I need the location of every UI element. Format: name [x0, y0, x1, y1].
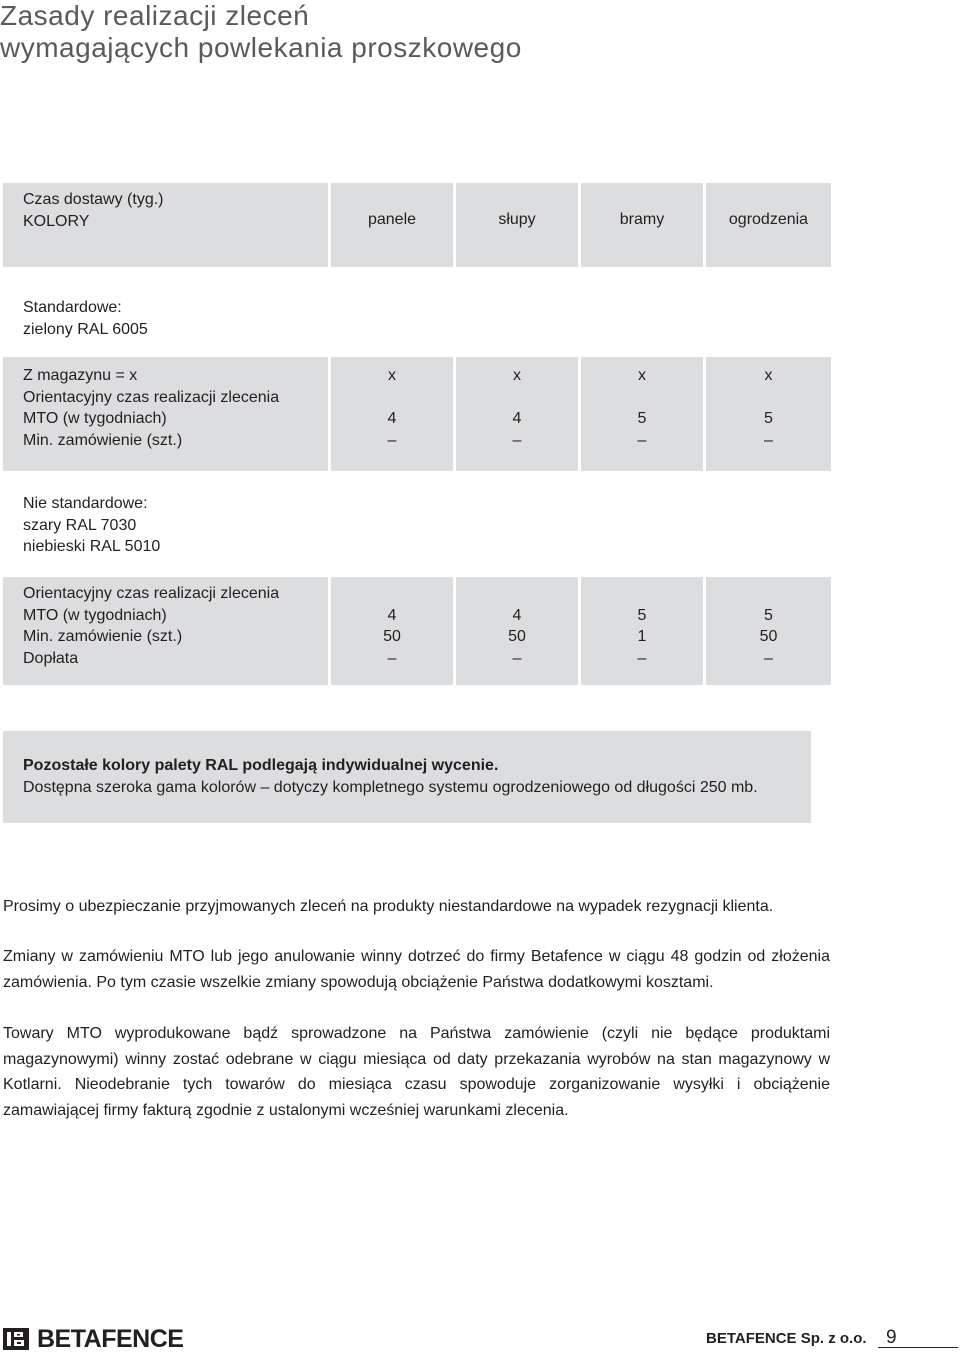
standard-labels-cell	[3, 357, 331, 471]
betafence-logo	[3, 1326, 183, 1352]
standard-values-panele	[331, 357, 456, 471]
value-surcharge: –	[764, 649, 773, 667]
page-title-line-1: Zasady realizacji zleceń	[0, 0, 310, 31]
column-header-panele: panele	[331, 183, 456, 267]
label-lead-time: Orientacyjny czas realizacji zlecenia	[23, 388, 280, 406]
value-lead-time	[706, 387, 831, 409]
value-stock: x	[388, 367, 396, 384]
label-min-order: Min. zamówienie (szt.)	[23, 431, 183, 449]
standard-color: zielony RAL 6005	[23, 320, 148, 338]
column-header-slupy: słupy	[456, 183, 581, 267]
value-lead-time	[331, 387, 453, 409]
value-min-order: –	[387, 431, 397, 449]
nonstandard-section-row	[3, 493, 831, 577]
value-surcharge: –	[387, 649, 397, 667]
value-lead-time	[706, 583, 831, 605]
value-stock: x	[513, 367, 521, 384]
standard-values-bramy	[581, 357, 706, 471]
value-min-order: –	[637, 431, 647, 449]
value-mto-weeks: 4	[512, 606, 522, 624]
header-label-cell	[3, 183, 331, 267]
logo-text: BETAFENCE	[37, 1325, 184, 1353]
nonstandard-heading: Nie standardowe:	[23, 495, 148, 512]
value-mto-weeks: 5	[764, 410, 773, 427]
label-mto-weeks: MTO (w tygodniach)	[23, 410, 167, 427]
value-mto-weeks: 5	[637, 606, 647, 624]
standard-values-slupy	[456, 357, 581, 471]
nonstandard-values-slupy	[456, 577, 581, 685]
delivery-table	[3, 183, 831, 685]
footer-company-name: BETAFENCE Sp. z o.o.	[706, 1330, 867, 1347]
value-min-order: 50	[383, 628, 401, 645]
ral-colors-note	[3, 731, 811, 823]
header-colors-label: KOLORY	[23, 212, 90, 230]
standard-values-ogrodzenia	[706, 357, 831, 471]
label-stock: Z magazynu = x	[23, 367, 138, 384]
standard-section-cell	[3, 295, 831, 357]
paragraph-mto-pickup: Towary MTO wyprodukowane bądź sprowadzone na Państwa zamówienie (czyli nie będące produktami magazynowymi) winny zostać odebrane w ciągu miesiąca od daty przekazania wyrobów na stan magazynowy w Kotlarni. Nieodebranie tych towarów do miesiąca czasu spowoduje zorganizowanie wysyłki i obciążenie zamawiającej firmy fakturą zgodnie z ustalonymi wcześniej warunkami zlecenia.	[3, 1025, 830, 1119]
value-min-order: –	[512, 431, 522, 449]
label-surcharge: Dopłata	[23, 649, 79, 667]
label-min-order: Min. zamówienie (szt.)	[23, 628, 183, 645]
page-title-line-2: wymagających powlekania proszkowego	[0, 32, 522, 63]
page-title	[0, 0, 720, 64]
paragraph-insurance: Prosimy o ubezpieczanie przyjmowanych zleceń na produkty niestandardowe na wypadek rezygnacji klienta.	[3, 898, 774, 915]
value-lead-time	[581, 583, 703, 605]
nonstandard-values-bramy	[581, 577, 706, 685]
value-mto-weeks: 4	[387, 606, 397, 624]
header-delivery-label: Czas dostawy (tyg.)	[23, 191, 164, 208]
value-min-order: –	[764, 431, 773, 449]
value-lead-time	[456, 583, 578, 605]
betafence-logo-icon	[3, 1328, 29, 1350]
value-stock: x	[764, 367, 773, 384]
value-min-order: 1	[637, 628, 647, 645]
note-bold-text: Pozostałe kolory palety RAL podlegają indywidualnej wycenie.	[23, 757, 499, 774]
nonstandard-values-panele	[331, 577, 456, 685]
nonstandard-section-cell	[3, 493, 831, 577]
value-lead-time	[581, 387, 703, 409]
nonstandard-color-grey: szary RAL 7030	[23, 516, 137, 534]
value-mto-weeks: 4	[387, 410, 397, 427]
value-mto-weeks: 5	[637, 410, 647, 427]
page-number: 9	[886, 1327, 897, 1348]
value-lead-time	[331, 583, 453, 605]
standard-section-row	[3, 295, 831, 357]
value-surcharge: –	[512, 649, 522, 667]
value-min-order: 50	[508, 628, 526, 645]
value-surcharge: –	[637, 649, 647, 667]
value-mto-weeks: 4	[512, 410, 522, 427]
value-stock: x	[638, 367, 646, 384]
nonstandard-values-ogrodzenia	[706, 577, 831, 685]
standard-heading: Standardowe:	[23, 299, 122, 316]
column-header-bramy: bramy	[581, 183, 706, 267]
value-min-order: 50	[759, 628, 778, 645]
column-header-ogrodzenia: ogrodzenia	[706, 183, 831, 267]
nonstandard-values-row	[3, 577, 831, 685]
nonstandard-color-blue: niebieski RAL 5010	[23, 538, 161, 555]
standard-values-row	[3, 357, 831, 471]
label-mto-weeks: MTO (w tygodniach)	[23, 606, 167, 624]
table-header-row	[3, 183, 831, 267]
label-lead-time: Orientacyjny czas realizacji zlecenia	[23, 585, 280, 602]
note-text: Dostępna szeroka gama kolorów – dotyczy kompletnego systemu ogrodzeniowego od długości 250 mb.	[23, 779, 758, 796]
value-lead-time	[456, 387, 578, 409]
value-mto-weeks: 5	[764, 606, 773, 624]
nonstandard-labels-cell	[3, 577, 331, 685]
paragraph-order-changes: Zmiany w zamówieniu MTO lub jego anulowanie winny dotrzeć do firmy Betafence w ciągu 48 godzin od złożenia zamówienia. Po tym czasie wszelkie zmiany spowodują obciążenie Państwa dodatkowymi kosztami.	[3, 948, 830, 991]
